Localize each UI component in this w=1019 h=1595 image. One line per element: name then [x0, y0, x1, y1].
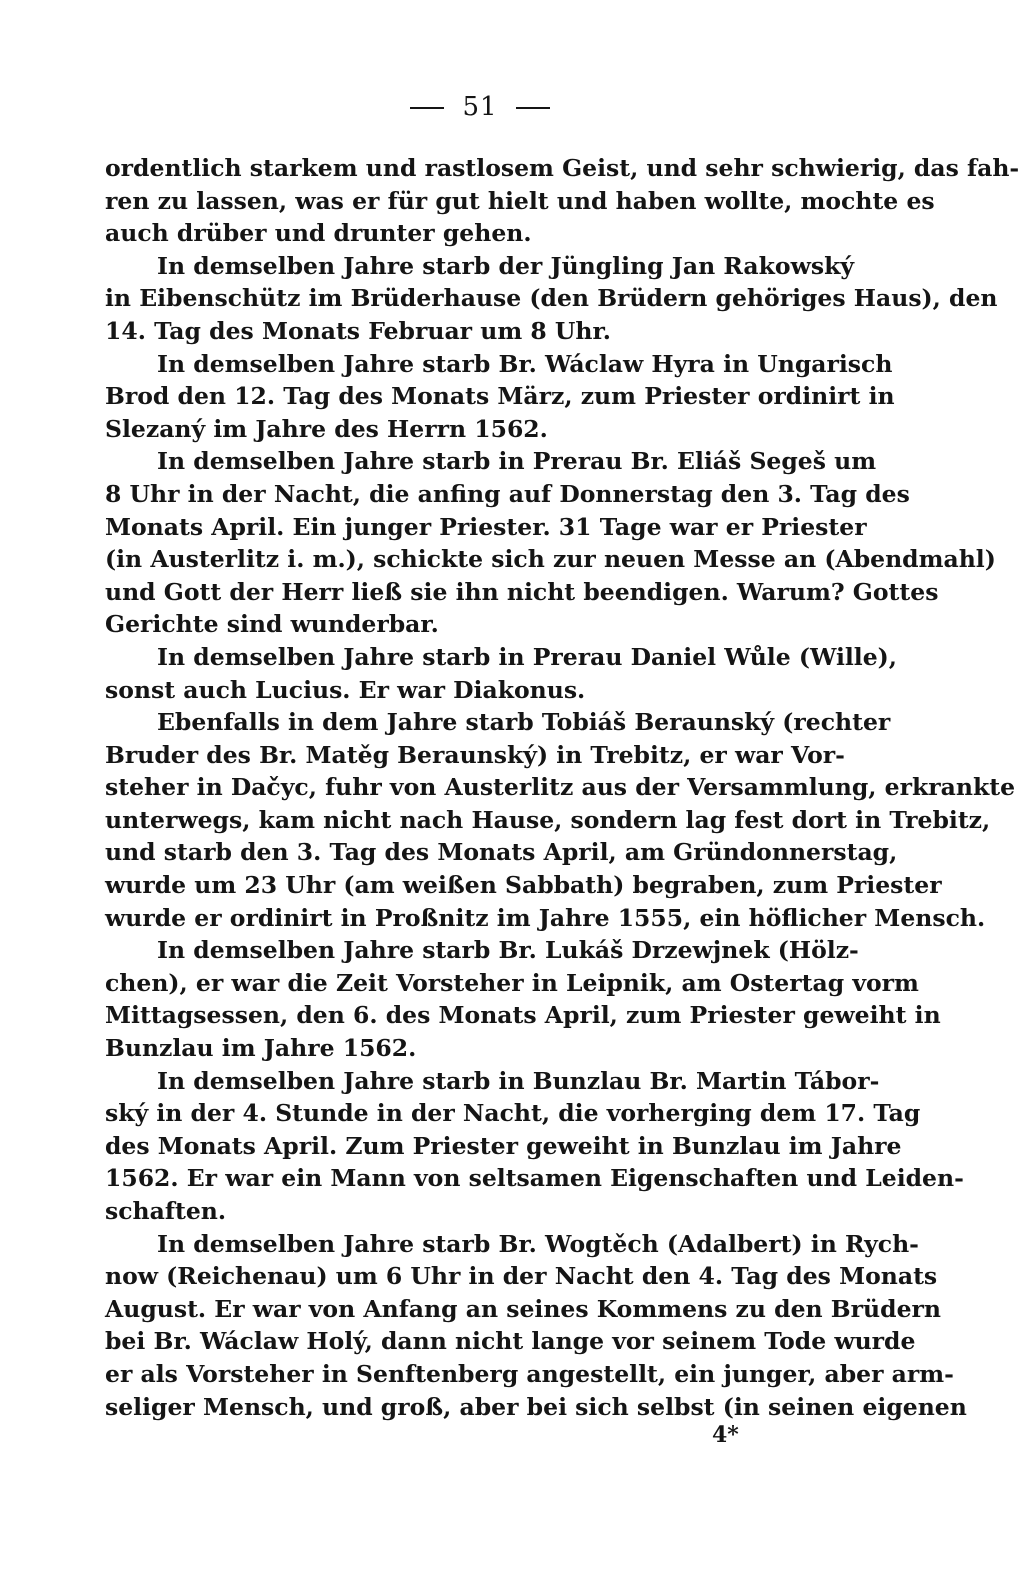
text-line: in Eibenschütz im Brüderhause (den Brüdern gehöriges Haus), den [105, 284, 998, 313]
text-line: chen), er war die Zeit Vorsteher in Leipnik, am Ostertag vorm [105, 968, 919, 997]
text-line: des Monats April. Zum Priester geweiht in Bunzlau im Jahre [105, 1131, 902, 1160]
text-line: Monats April. Ein junger Priester. 31 Tage war er Priester [105, 512, 867, 541]
text-line: sonst auch Lucius. Er war Diakonus. [105, 675, 586, 704]
text-line: und starb den 3. Tag des Monats April, am Gründonnerstag, [105, 838, 898, 867]
text-line: 1562. Er war ein Mann von seltsamen Eigenschaften und Leiden- [105, 1164, 964, 1193]
text-line: Slezaný im Jahre des Herrn 1562. [105, 414, 548, 443]
header-dash-left [410, 107, 444, 109]
text-line: Mittagsessen, den 6. des Monats April, zum Priester geweiht in [105, 1001, 941, 1030]
text-line: In demselben Jahre starb Br. Lukáš Drzewjnek (Hölz- [157, 936, 859, 965]
text-line: In demselben Jahre starb in Bunzlau Br. Martin Tábor- [157, 1066, 880, 1095]
text-line: Gerichte sind wunderbar. [105, 610, 439, 639]
text-line: Brod den 12. Tag des Monats März, zum Priester ordinirt in [105, 382, 895, 411]
text-line: auch drüber und drunter gehen. [105, 219, 532, 248]
text-line: und Gott der Herr ließ sie ihn nicht beendigen. Warum? Gottes [105, 577, 939, 606]
text-line: In demselben Jahre starb Br. Wogtěch (Adalbert) in Rych- [157, 1229, 919, 1258]
header-dash-right [516, 107, 550, 109]
page-header [0, 92, 960, 122]
text-line: wurde er ordinirt in Proßnitz im Jahre 1555, ein höflicher Mensch. [105, 903, 986, 932]
text-line: er als Vorsteher in Senftenberg angestellt, ein junger, aber arm- [105, 1359, 954, 1388]
text-line: Bunzlau im Jahre 1562. [105, 1034, 417, 1063]
text-line: now (Reichenau) um 6 Uhr in der Nacht den 4. Tag des Monats [105, 1262, 938, 1291]
text-line: ren zu lassen, was er für gut hielt und haben wollte, mochte es [105, 186, 935, 215]
text-line: 14. Tag des Monats Februar um 8 Uhr. [105, 316, 611, 345]
text-line: ský in der 4. Stunde in der Nacht, die vorherging dem 17. Tag [105, 1099, 921, 1128]
text-line: seliger Mensch, und groß, aber bei sich selbst (in seinen eigenen [105, 1392, 967, 1421]
text-line: In demselben Jahre starb Br. Wáclaw Hyra in Ungarisch [157, 349, 893, 378]
page-number: 51 [462, 92, 498, 122]
text-line: schaften. [105, 1197, 227, 1225]
text-line: In demselben Jahre starb der Jüngling Jan Rakowský [157, 251, 855, 280]
text-line: In demselben Jahre starb in Prerau Br. Eliáš Segeš um [157, 447, 877, 476]
text-line: In demselben Jahre starb in Prerau Daniel Wůle (Wille), [157, 642, 897, 671]
text-line: bei Br. Wáclaw Holý, dann nicht lange vor seinem Tode wurde [105, 1327, 916, 1356]
text-line: ordentlich starkem und rastlosem Geist, und sehr schwierig, das fah- [105, 154, 1019, 182]
signature-mark: 4* [712, 1422, 739, 1448]
body-text [105, 152, 1019, 1423]
text-line: August. Er war von Anfang an seines Kommens zu den Brüdern [105, 1294, 941, 1323]
text-line: (in Austerlitz i. m.), schickte sich zur neuen Messe an (Abendmahl) [105, 545, 996, 574]
text-line: steher in Dačyc, fuhr von Austerlitz aus der Versammlung, erkrankte [105, 773, 1016, 802]
text-line: 8 Uhr in der Nacht, die anfing auf Donnerstag den 3. Tag des [105, 479, 910, 508]
text-line: wurde um 23 Uhr (am weißen Sabbath) begraben, zum Priester [105, 871, 942, 900]
text-line: unterwegs, kam nicht nach Hause, sondern lag fest dort in Trebitz, [105, 805, 991, 834]
text-line: Ebenfalls in dem Jahre starb Tobiáš Beraunský (rechter [157, 708, 891, 737]
text-line: Bruder des Br. Matěg Beraunský) in Trebitz, er war Vor- [105, 740, 845, 769]
